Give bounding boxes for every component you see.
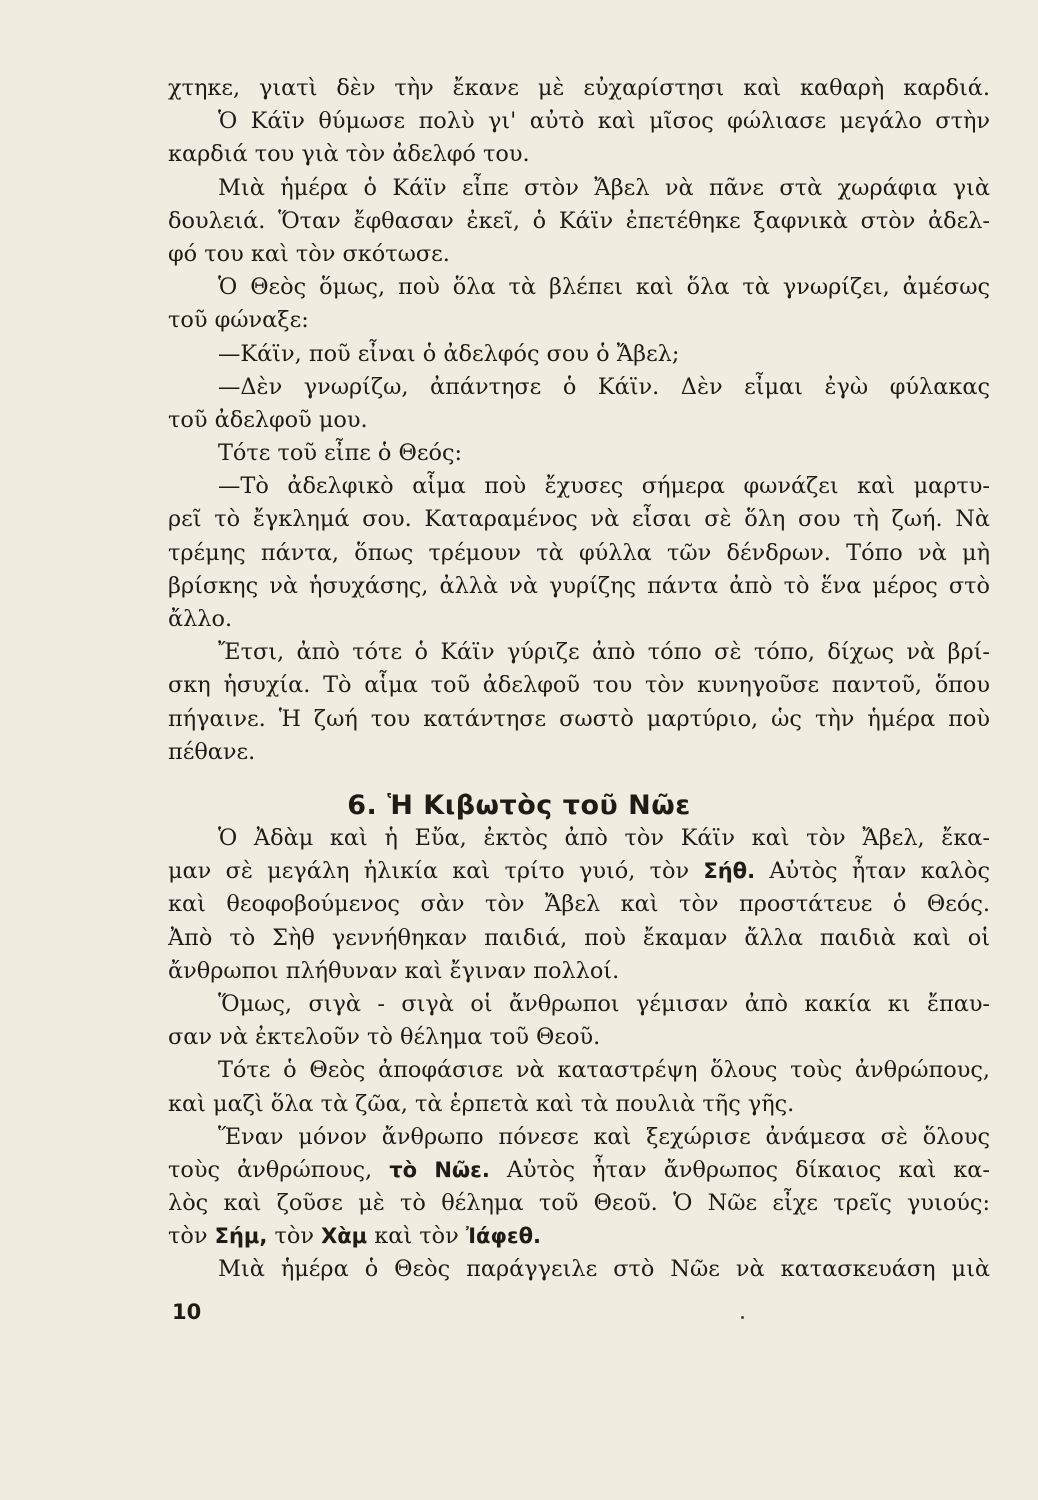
text-span: Αὐτὸς ἦταν ἄνθρωπος δίκαιος καὶ κα- — [489, 1156, 990, 1183]
text-span: τὸν — [267, 1223, 322, 1250]
name-shem: Σήμ, — [214, 1224, 268, 1249]
text-line: Τότε τοῦ εἶπε ὁ Θεός: — [218, 440, 463, 467]
text-line: Ὁ Κάϊν θύμωσε πολὺ γι' αὐτὸ καὶ μῖσος φώλιασε μεγάλο στὴν — [218, 108, 990, 135]
text-line: Ἔτσι, ἀπὸ τότε ὁ Κάϊν γύριζε ἀπὸ τόπο σὲ τόπο, δίχως νὰ βρί- — [218, 639, 990, 666]
text-line: Ὅμως, σιγὰ - σιγὰ οἱ ἄνθρωποι γέμισαν ἀπὸ κακία κι ἔπαυ- — [218, 990, 990, 1017]
text-line: πήγαινε. Ἡ ζωή του κατάντησε σωστὸ μαρτύριο, ὡς τὴν ἡμέρα ποὺ — [168, 705, 990, 732]
text-line: Μιὰ ἡμέρα ὁ Κάϊν εἶπε στὸν Ἄβελ νὰ πᾶνε στὰ χωράφια γιὰ — [218, 174, 990, 201]
text-line: ἄνθρωποι πλήθυναν καὶ ἔγιναν πολλοί. — [168, 957, 620, 984]
text-line: καρδιά του γιὰ τὸν ἀδελφό του. — [168, 141, 530, 168]
dialogue-line: —Κάϊν, ποῦ εἶναι ὁ ἀδελφός σου ὁ Ἄβελ; — [218, 340, 680, 367]
text-line: Μιὰ ἡμέρα ὁ Θεὸς παράγγειλε στὸ Νῶε νὰ κατασκευάση μιὰ — [218, 1256, 990, 1283]
text-line: καὶ μαζὶ ὅλα τὰ ζῶα, τὰ ἑρπετὰ καὶ τὰ πουλιὰ τῆς γῆς. — [168, 1090, 795, 1117]
text-line: καὶ θεοφοβούμενος σὰν τὸν Ἄβελ καὶ τὸν προστάτευε ὁ Θεός. — [168, 891, 990, 918]
name-noah: τὸ Νῶε. — [389, 1157, 490, 1182]
dialogue-line: —Δὲν γνωρίζω, ἀπάντησε ὁ Κάϊν. Δὲν εἶμαι ἐγὼ φύλακας — [218, 373, 990, 400]
text-line: Ὁ Ἀδὰμ καὶ ἡ Εὔα, ἐκτὸς ἀπὸ τὸν Κάϊν καὶ τὸν Ἄβελ, ἔκα- — [218, 825, 990, 851]
text-line: λὸς καὶ ζοῦσε μὲ τὸ θέλημα τοῦ Θεοῦ. Ὁ Νῶε εἶχε τρεῖς γυιούς: — [168, 1190, 990, 1217]
page-number: 10 — [172, 1300, 202, 1324]
text-span: τὸν — [168, 1223, 215, 1250]
name-japheth: Ἰάφεθ. — [465, 1224, 541, 1249]
name-ham: Χὰμ — [321, 1224, 368, 1249]
dialogue-line: —Τὸ ἀδελφικὸ αἷμα ποὺ ἔχυσες σήμερα φωνάζει καὶ μαρτυ- — [218, 473, 990, 500]
text-block-part1 — [168, 72, 990, 769]
section-heading: 6. Ἡ Κιβωτὸς τοῦ Νῶε — [347, 790, 691, 821]
text-span: Αὐτὸς ἦταν καλὸς — [755, 858, 990, 885]
text-line: τοῦ φώναξε: — [168, 307, 309, 334]
text-line: ρεῖ τὸ ἔγκλημά σου. Καταραμένος νὰ εἶσαι σὲ ὅλη σου τὴ ζωή. Νὰ — [168, 506, 990, 533]
text-line — [168, 1154, 990, 1187]
text-line: Ὁ Θεὸς ὅμως, ποὺ ὅλα τὰ βλέπει καὶ ὅλα τὰ γνωρίζει, ἀμέσως — [218, 274, 990, 301]
text-line: τρέμης πάντα, ὅπως τρέμουν τὰ φύλλα τῶν δένδρων. Τόπο νὰ μὴ — [168, 539, 990, 566]
text-span: καὶ τὸν — [367, 1223, 466, 1250]
text-span: τοὺς ἀνθρώπους, — [168, 1156, 390, 1183]
text-line: Ἀπὸ τὸ Σὴθ γεννήθηκαν παιδιά, ποὺ ἔκαμαν ἄλλα παιδιὰ καὶ οἱ — [168, 924, 990, 951]
text-line: τοῦ ἀδελφοῦ μου. — [168, 406, 368, 433]
name-seth: Σήθ. — [703, 859, 756, 884]
text-line: Ἕναν μόνον ἄνθρωπο πόνεσε καὶ ξεχώρισε ἀνάμεσα σὲ ὅλους — [218, 1123, 990, 1150]
text-line: χτηκε, γιατὶ δὲν τὴν ἔκανε μὲ εὐχαρίστησι καὶ καθαρὴ καρδιά. — [168, 75, 990, 101]
text-line — [168, 1220, 990, 1253]
text-line: δουλειά. Ὅταν ἔφθασαν ἐκεῖ, ὁ Κάϊν ἐπετέθηκε ξαφνικὰ στὸν ἀδελ- — [168, 207, 990, 234]
text-line: πέθανε. — [168, 738, 256, 765]
text-line: ἄλλο. — [168, 606, 233, 632]
text-line: βρίσκης νὰ ἡσυχάσης, ἀλλὰ νὰ γυρίζης πάντα ἀπὸ τὸ ἕνα μέρος στὸ — [168, 572, 990, 599]
text-span: μαν σὲ μεγάλη ἡλικία καὶ τρίτο γυιό, τὸν — [168, 858, 704, 885]
text-block-part2 — [168, 822, 990, 1287]
text-line — [168, 855, 990, 888]
text-line: Τότε ὁ Θεὸς ἀποφάσισε νὰ καταστρέψη ὅλους τοὺς ἀνθρώπους, — [218, 1057, 990, 1084]
text-line: σαν νὰ ἐκτελοῦν τὸ θέλημα τοῦ Θεοῦ. — [168, 1024, 601, 1051]
paper-speck — [741, 1316, 744, 1319]
text-line: σκη ἡσυχία. Τὸ αἷμα τοῦ ἀδελφοῦ του τὸν κυνηγοῦσε παντοῦ, ὅπου — [168, 672, 990, 699]
text-line: φό του καὶ τὸν σκότωσε. — [168, 240, 450, 267]
